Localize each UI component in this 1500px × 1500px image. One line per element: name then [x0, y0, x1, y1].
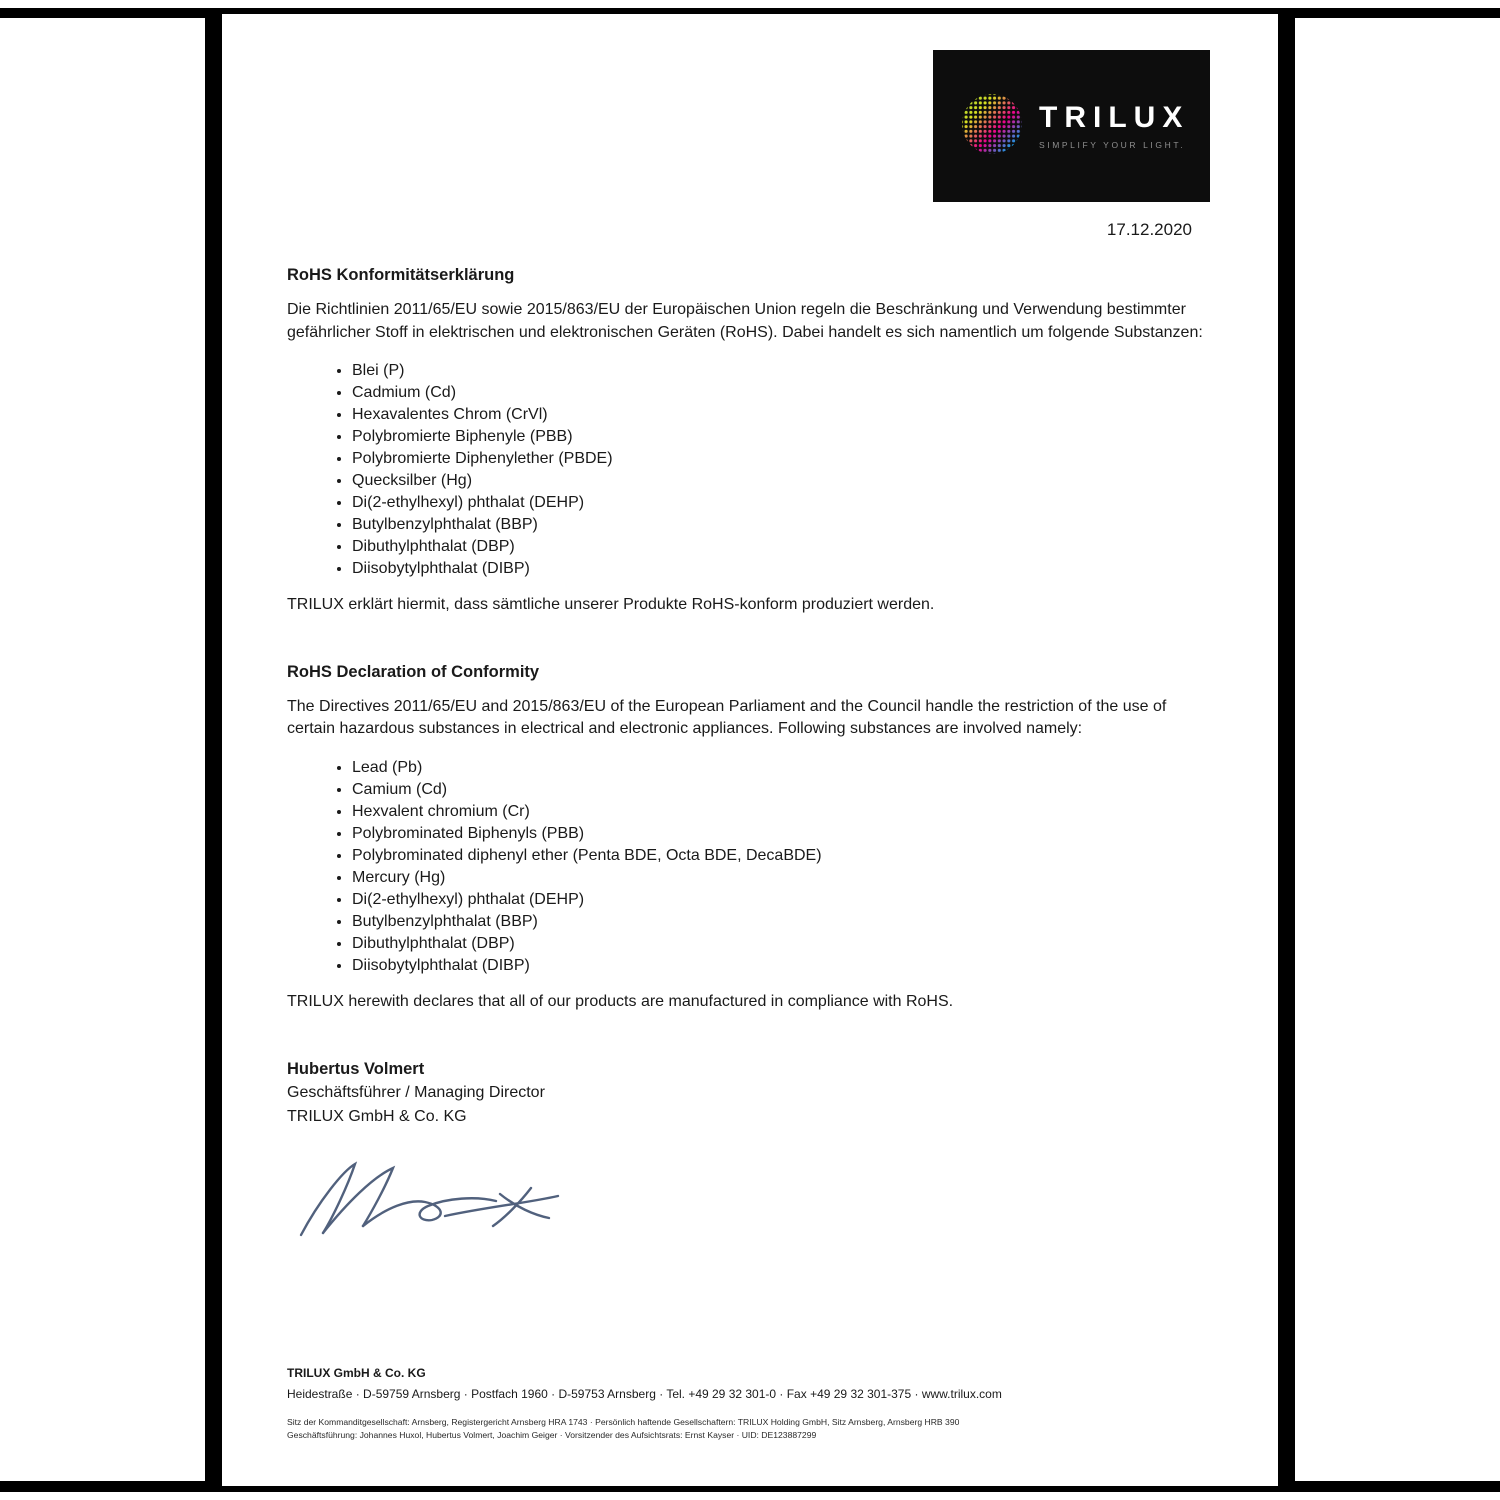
- document-content: [287, 14, 1210, 1250]
- signatory-title: Geschäftsführer / Managing Director: [287, 1084, 545, 1101]
- german-intro-paragraph: Die Richtlinien 2011/65/EU sowie 2015/863/EU der Europäischen Union regeln die Beschränkung und Verwendung bestimmter gefährlicher Stoff in elektrischen und elektronischen Geräten (RoHS). Dabei handelt es sich namentlich um folgende Substanzen:: [287, 301, 1203, 341]
- list-item: • Polybromierte Diphenylether (PBDE): [352, 448, 1210, 470]
- list-item: • Butylbenzylphthalat (BBP): [352, 911, 1210, 933]
- trilux-globe-icon: [959, 91, 1025, 162]
- footer-legal-block: [287, 1416, 1212, 1442]
- list-item: • Quecksilber (Hg): [352, 470, 1210, 492]
- logo-tagline-text: SIMPLIFY YOUR LIGHT.: [1039, 139, 1186, 150]
- list-item: • Camium (Cd): [352, 779, 1210, 801]
- german-heading: RoHS Konformitätserklärung: [287, 266, 515, 284]
- list-item: • Blei (P): [352, 360, 1210, 382]
- english-substance-list: [287, 757, 1210, 977]
- signatory-company: TRILUX GmbH & Co. KG: [287, 1108, 467, 1125]
- english-closing-paragraph: TRILUX herewith declares that all of our products are manufactured in compliance with RoHS.: [287, 992, 954, 1010]
- english-heading: RoHS Declaration of Conformity: [287, 662, 540, 681]
- list-item: • Diisobytylphthalat (DIBP): [352, 558, 1210, 580]
- document-page: [222, 14, 1278, 1486]
- list-item: • Di(2-ethylhexyl) phthalat (DEHP): [352, 492, 1210, 514]
- list-item: • Diisobytylphthalat (DIBP): [352, 955, 1210, 977]
- scan-frame: [205, 8, 1295, 1492]
- trilux-logo: [933, 50, 1210, 202]
- handwritten-signature: [295, 1155, 1210, 1250]
- list-item: • Di(2-ethylhexyl) phthalat (DEHP): [352, 889, 1210, 911]
- list-item: • Polybrominated Biphenyls (PBB): [352, 823, 1210, 845]
- list-item: • Polybrominated diphenyl ether (Penta BDE, Octa BDE, DecaBDE): [352, 845, 1210, 867]
- german-substance-list: [287, 360, 1210, 580]
- footer-legal-line-1: Sitz der Kommanditgesellschaft: Arnsberg, Registergericht Arnsberg HRA 1743 · Persönlich haftende Gesellschaftern: TRILUX Holding GmbH, Sitz Arnsberg, Arnsberg HRB 390: [287, 1417, 960, 1427]
- list-item: • Hexvalent chromium (Cr): [352, 801, 1210, 823]
- german-closing-paragraph: TRILUX erklärt hiermit, dass sämtliche unserer Produkte RoHS-konform produziert werden.: [287, 596, 935, 613]
- list-item: • Hexavalentes Chrom (CrVl): [352, 404, 1210, 426]
- footer-address-line: Heidestraße · D-59759 Arnsberg · Postfach 1960 · D-59753 Arnsberg · Tel. +49 29 32 301-0 · Fax +49 29 32 301-375 · www.trilux.com: [287, 1387, 1002, 1401]
- list-item: • Dibuthylphthalat (DBP): [352, 536, 1210, 558]
- list-item: • Dibuthylphthalat (DBP): [352, 933, 1210, 955]
- list-item: • Mercury (Hg): [352, 867, 1210, 889]
- list-item: • Butylbenzylphthalat (BBP): [352, 514, 1210, 536]
- list-item: • Cadmium (Cd): [352, 382, 1210, 404]
- list-item: • Lead (Pb): [352, 757, 1210, 779]
- list-item: • Polybromierte Biphenyle (PBB): [352, 426, 1210, 448]
- signatory-name: Hubertus Volmert: [287, 1060, 425, 1078]
- footer-company-name: TRILUX GmbH & Co. KG: [287, 1366, 426, 1380]
- signatory-block: [287, 1057, 1210, 1129]
- footer-legal-line-2: Geschäftsführung: Johannes Huxol, Hubertus Volmert, Joachim Geiger · Vorsitzender des Aufsichtsrats: Ernst Kayser · UID: DE123887299: [287, 1430, 817, 1440]
- logo-brand-text: TRILUX: [1039, 100, 1190, 134]
- trilux-wordmark: [1039, 100, 1190, 150]
- english-intro-paragraph: The Directives 2011/65/EU and 2015/863/EU of the European Parliament and the Council handle the restriction of the use of certain hazardous substances in electrical and electronic appliances. Following substances are involved namely:: [287, 697, 1167, 737]
- document-date: 17.12.2020: [1106, 220, 1192, 239]
- document-footer: [287, 1366, 1212, 1442]
